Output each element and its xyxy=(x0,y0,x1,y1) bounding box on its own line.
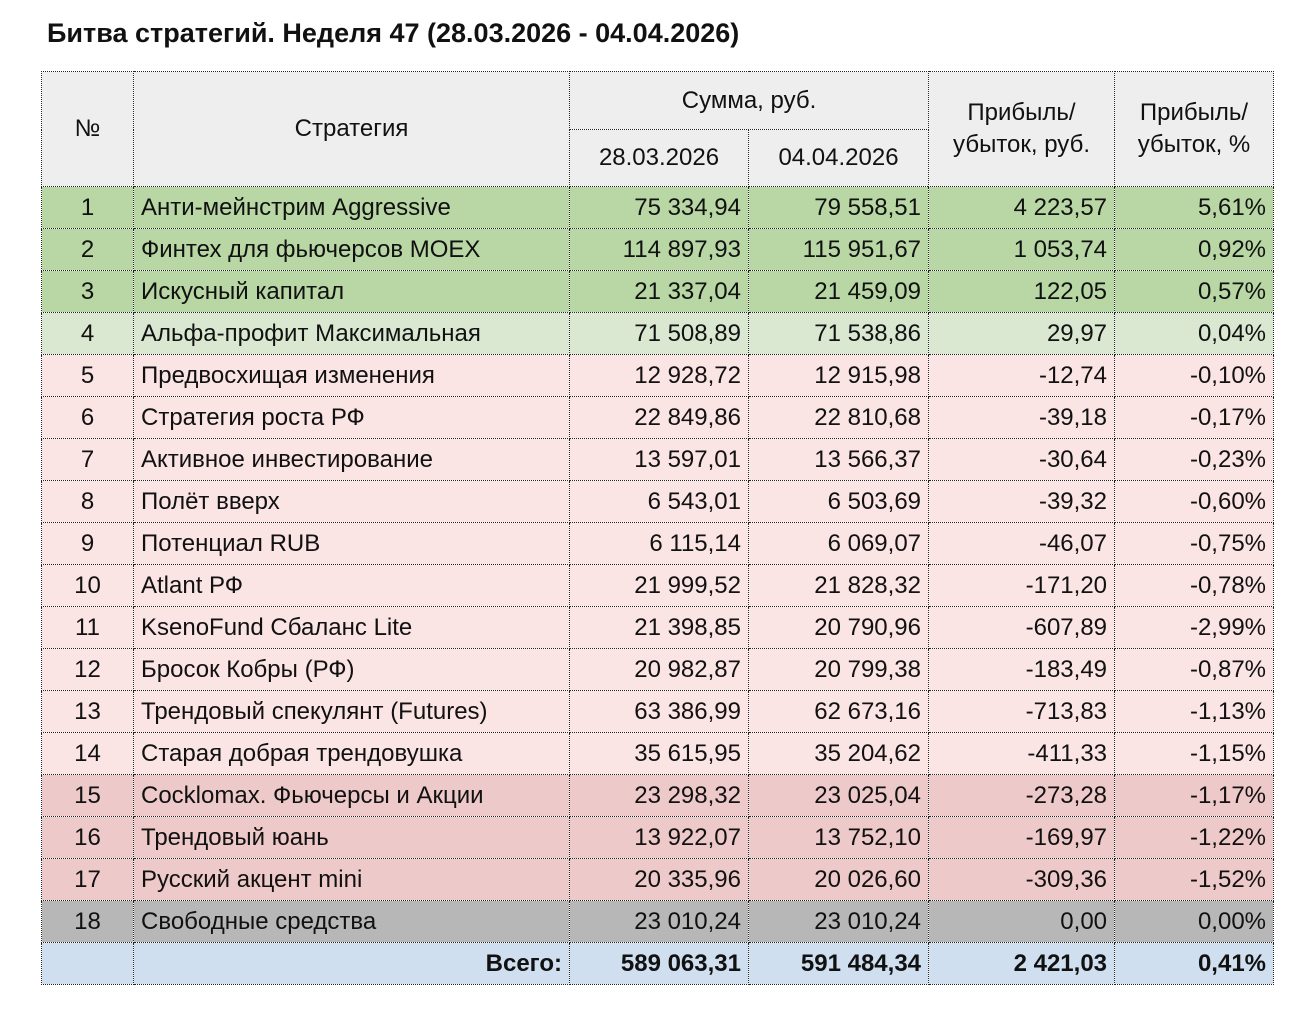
page-title: Битва стратегий. Неделя 47 (28.03.2026 - 04.04.2026) xyxy=(47,18,740,48)
cell-strategy-name: Искусный капитал xyxy=(134,271,570,313)
cell-strategy-name: Трендовый юань xyxy=(134,817,570,859)
cell-num: 11 xyxy=(42,607,134,649)
cell-profit-rub: 0,00 xyxy=(929,901,1115,943)
header-profit-pct: Прибыль/ убыток, % xyxy=(1115,72,1274,187)
table-row xyxy=(42,565,1274,607)
header-num: № xyxy=(42,72,134,187)
cell-strategy-name: Предвосхищая изменения xyxy=(134,355,570,397)
table-row xyxy=(42,355,1274,397)
cell-profit-rub: -39,18 xyxy=(929,397,1115,439)
cell-profit-pct: -1,17% xyxy=(1115,775,1274,817)
table-row xyxy=(42,649,1274,691)
cell-sum-end: 12 915,98 xyxy=(749,355,929,397)
cell-profit-rub: -30,64 xyxy=(929,439,1115,481)
cell-strategy-name: Анти-мейнстрим Aggressive xyxy=(134,187,570,229)
cell-profit-rub: -273,28 xyxy=(929,775,1115,817)
total-profit-pct: 0,41% xyxy=(1115,943,1274,985)
header-profit-rub: Прибыль/ убыток, руб. xyxy=(929,72,1115,187)
cell-profit-rub: -46,07 xyxy=(929,523,1115,565)
cell-profit-pct: -2,99% xyxy=(1115,607,1274,649)
total-sum-start: 589 063,31 xyxy=(570,943,749,985)
table-row xyxy=(42,481,1274,523)
cell-profit-rub: -171,20 xyxy=(929,565,1115,607)
cell-num: 16 xyxy=(42,817,134,859)
cell-sum-start: 23 010,24 xyxy=(570,901,749,943)
table-row xyxy=(42,775,1274,817)
cell-sum-start: 21 398,85 xyxy=(570,607,749,649)
cell-sum-start: 21 337,04 xyxy=(570,271,749,313)
cell-num: 10 xyxy=(42,565,134,607)
cell-sum-start: 21 999,52 xyxy=(570,565,749,607)
cell-profit-rub: 4 223,57 xyxy=(929,187,1115,229)
table-row xyxy=(42,733,1274,775)
cell-num: 8 xyxy=(42,481,134,523)
cell-profit-rub: -713,83 xyxy=(929,691,1115,733)
strategies-table xyxy=(41,71,1274,985)
cell-strategy-name: Активное инвестирование xyxy=(134,439,570,481)
cell-sum-start: 35 615,95 xyxy=(570,733,749,775)
cell-num: 17 xyxy=(42,859,134,901)
cell-sum-start: 63 386,99 xyxy=(570,691,749,733)
cell-sum-start: 114 897,93 xyxy=(570,229,749,271)
cell-strategy-name: Стратегия роста РФ xyxy=(134,397,570,439)
cell-profit-pct: -0,23% xyxy=(1115,439,1274,481)
cell-profit-rub: 1 053,74 xyxy=(929,229,1115,271)
cell-profit-rub: -183,49 xyxy=(929,649,1115,691)
cell-profit-pct: -1,15% xyxy=(1115,733,1274,775)
cell-sum-end: 79 558,51 xyxy=(749,187,929,229)
cell-profit-pct: 5,61% xyxy=(1115,187,1274,229)
cell-sum-end: 21 459,09 xyxy=(749,271,929,313)
table-row xyxy=(42,523,1274,565)
cell-profit-pct: 0,00% xyxy=(1115,901,1274,943)
cell-sum-start: 6 543,01 xyxy=(570,481,749,523)
cell-num: 6 xyxy=(42,397,134,439)
cell-profit-rub: -607,89 xyxy=(929,607,1115,649)
cell-strategy-name: Бросок Кобры (РФ) xyxy=(134,649,570,691)
cell-profit-pct: -0,75% xyxy=(1115,523,1274,565)
cell-profit-rub: 122,05 xyxy=(929,271,1115,313)
cell-profit-pct: -1,13% xyxy=(1115,691,1274,733)
cell-profit-rub: -169,97 xyxy=(929,817,1115,859)
cell-profit-pct: -0,87% xyxy=(1115,649,1274,691)
cell-sum-end: 23 025,04 xyxy=(749,775,929,817)
cell-strategy-name: Свободные средства xyxy=(134,901,570,943)
cell-profit-pct: -1,22% xyxy=(1115,817,1274,859)
header-row xyxy=(42,72,1274,130)
table-row xyxy=(42,607,1274,649)
cell-sum-start: 20 335,96 xyxy=(570,859,749,901)
cell-empty xyxy=(42,943,134,985)
cell-sum-end: 21 828,32 xyxy=(749,565,929,607)
cell-sum-end: 35 204,62 xyxy=(749,733,929,775)
cell-profit-rub: 29,97 xyxy=(929,313,1115,355)
cell-sum-start: 13 922,07 xyxy=(570,817,749,859)
table-row xyxy=(42,313,1274,355)
cell-num: 3 xyxy=(42,271,134,313)
cell-num: 4 xyxy=(42,313,134,355)
total-sum-end: 591 484,34 xyxy=(749,943,929,985)
cell-sum-start: 13 597,01 xyxy=(570,439,749,481)
cell-sum-end: 6 503,69 xyxy=(749,481,929,523)
cell-profit-pct: 0,57% xyxy=(1115,271,1274,313)
cell-num: 15 xyxy=(42,775,134,817)
table-row xyxy=(42,859,1274,901)
total-label: Всего: xyxy=(134,943,570,985)
cell-profit-pct: -0,60% xyxy=(1115,481,1274,523)
cell-num: 12 xyxy=(42,649,134,691)
table-row xyxy=(42,439,1274,481)
cell-profit-pct: 0,92% xyxy=(1115,229,1274,271)
cell-strategy-name: Альфа-профит Максимальная xyxy=(134,313,570,355)
table-row xyxy=(42,691,1274,733)
cell-sum-start: 20 982,87 xyxy=(570,649,749,691)
cell-profit-rub: -309,36 xyxy=(929,859,1115,901)
cell-sum-end: 6 069,07 xyxy=(749,523,929,565)
cell-profit-rub: -39,32 xyxy=(929,481,1115,523)
cell-sum-start: 71 508,89 xyxy=(570,313,749,355)
cell-profit-pct: -0,10% xyxy=(1115,355,1274,397)
cell-sum-start: 12 928,72 xyxy=(570,355,749,397)
cell-num: 5 xyxy=(42,355,134,397)
cell-sum-end: 13 566,37 xyxy=(749,439,929,481)
table-row xyxy=(42,187,1274,229)
cell-sum-end: 115 951,67 xyxy=(749,229,929,271)
header-sum-group: Сумма, руб. xyxy=(570,72,929,130)
header-date-start: 28.03.2026 xyxy=(570,130,749,187)
cell-strategy-name: Русский акцент mini xyxy=(134,859,570,901)
cell-sum-end: 13 752,10 xyxy=(749,817,929,859)
cell-num: 14 xyxy=(42,733,134,775)
cell-profit-rub: -411,33 xyxy=(929,733,1115,775)
cell-sum-end: 20 026,60 xyxy=(749,859,929,901)
cell-profit-pct: -0,17% xyxy=(1115,397,1274,439)
cell-profit-pct: -1,52% xyxy=(1115,859,1274,901)
cell-strategy-name: Полёт вверх xyxy=(134,481,570,523)
cell-sum-end: 20 790,96 xyxy=(749,607,929,649)
table-row xyxy=(42,397,1274,439)
cell-strategy-name: KsenoFund Сбаланс Lite xyxy=(134,607,570,649)
cell-num: 2 xyxy=(42,229,134,271)
cell-sum-start: 75 334,94 xyxy=(570,187,749,229)
cell-num: 1 xyxy=(42,187,134,229)
cell-strategy-name: Финтех для фьючерсов MOEX xyxy=(134,229,570,271)
table-row xyxy=(42,901,1274,943)
cell-profit-pct: 0,04% xyxy=(1115,313,1274,355)
cell-strategy-name: Старая добрая трендовушка xyxy=(134,733,570,775)
cell-sum-end: 62 673,16 xyxy=(749,691,929,733)
cell-num: 9 xyxy=(42,523,134,565)
table-row xyxy=(42,271,1274,313)
cell-sum-end: 23 010,24 xyxy=(749,901,929,943)
cell-strategy-name: Трендовый спекулянт (Futures) xyxy=(134,691,570,733)
cell-profit-pct: -0,78% xyxy=(1115,565,1274,607)
cell-profit-rub: -12,74 xyxy=(929,355,1115,397)
total-row xyxy=(42,943,1274,985)
cell-num: 18 xyxy=(42,901,134,943)
cell-sum-end: 22 810,68 xyxy=(749,397,929,439)
cell-sum-end: 20 799,38 xyxy=(749,649,929,691)
cell-strategy-name: Atlant РФ xyxy=(134,565,570,607)
table-row xyxy=(42,229,1274,271)
total-profit-rub: 2 421,03 xyxy=(929,943,1115,985)
cell-sum-start: 6 115,14 xyxy=(570,523,749,565)
header-date-end: 04.04.2026 xyxy=(749,130,929,187)
cell-strategy-name: Cocklomax. Фьючерсы и Акции xyxy=(134,775,570,817)
cell-num: 7 xyxy=(42,439,134,481)
table-row xyxy=(42,817,1274,859)
cell-strategy-name: Потенциал RUB xyxy=(134,523,570,565)
cell-sum-end: 71 538,86 xyxy=(749,313,929,355)
cell-sum-start: 22 849,86 xyxy=(570,397,749,439)
cell-num: 13 xyxy=(42,691,134,733)
cell-sum-start: 23 298,32 xyxy=(570,775,749,817)
header-strategy: Стратегия xyxy=(134,72,570,187)
